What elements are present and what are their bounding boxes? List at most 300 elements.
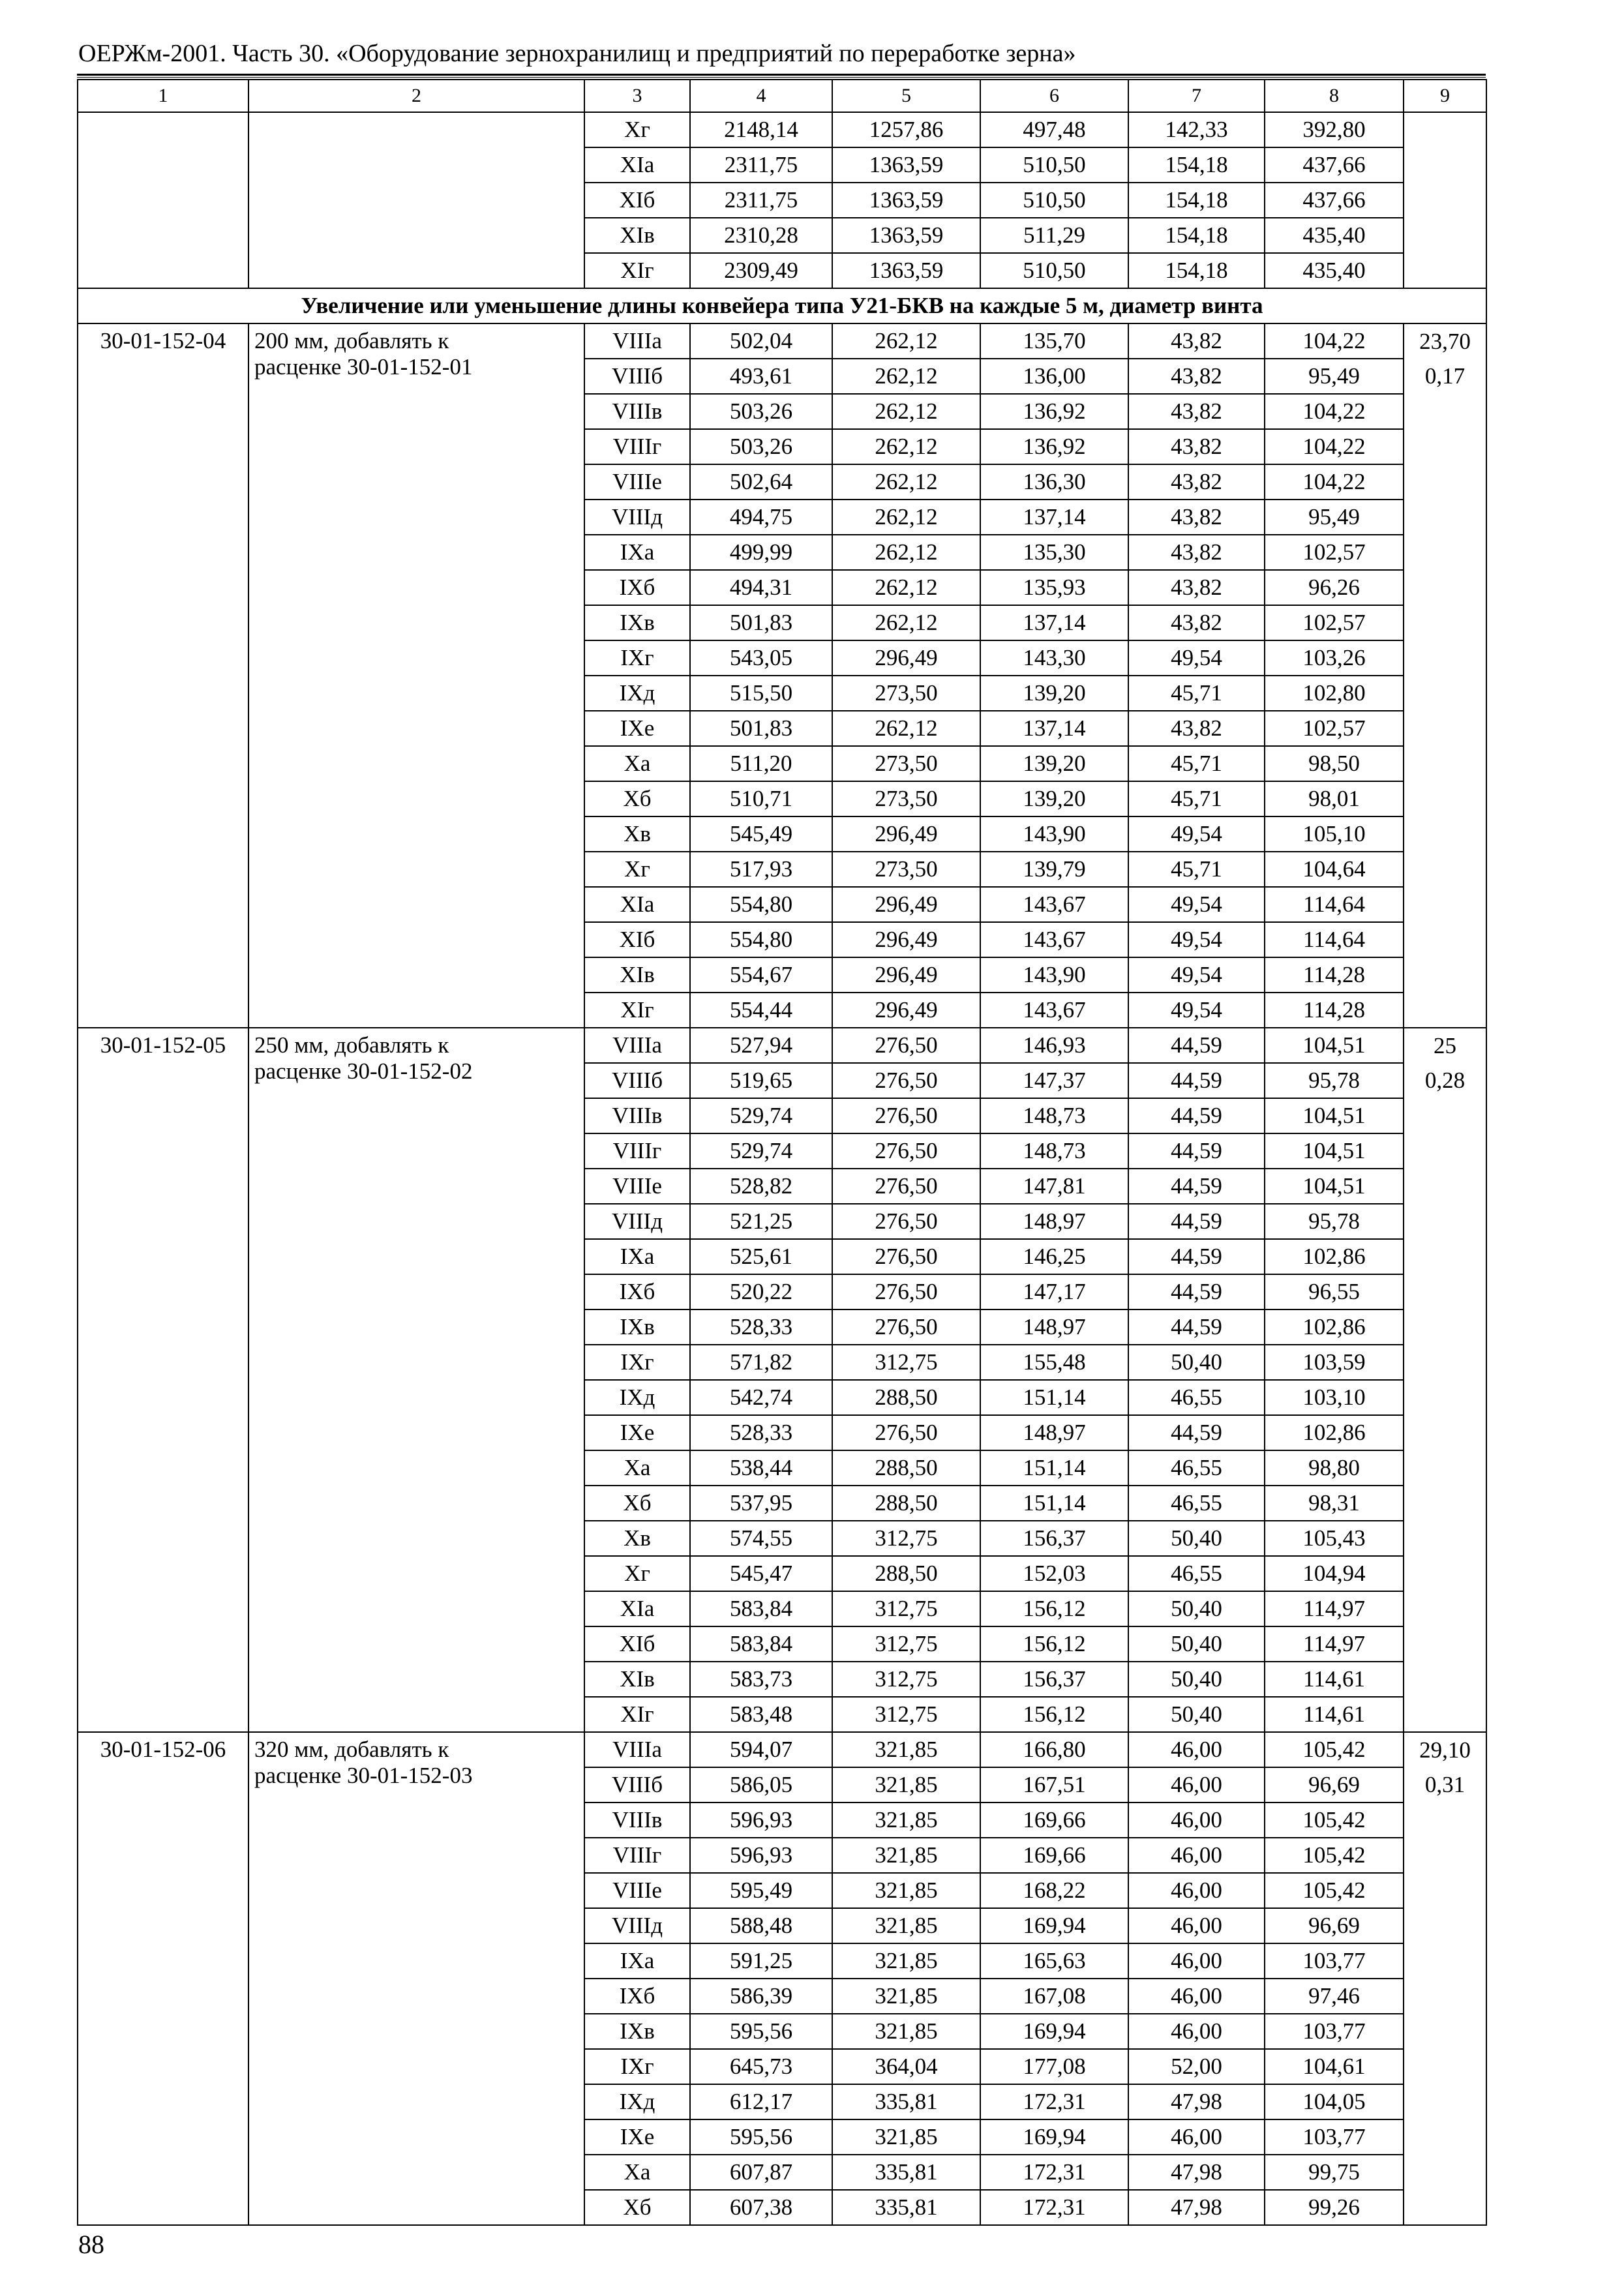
table-cell: 95,49	[1265, 500, 1404, 535]
table-cell: 494,75	[690, 500, 832, 535]
table-cell: 96,69	[1265, 1767, 1404, 1803]
table-cell: 143,67	[980, 887, 1128, 922]
table-cell: 537,95	[690, 1486, 832, 1521]
table-cell: VIIIб	[584, 1767, 690, 1803]
table-cell: 142,33	[1128, 112, 1265, 147]
table-cell: 156,12	[980, 1591, 1128, 1626]
table-cell: 43,82	[1128, 711, 1265, 746]
table-cell: 143,67	[980, 993, 1128, 1028]
table-cell: 43,82	[1128, 605, 1265, 640]
table-cell: 543,05	[690, 640, 832, 676]
table-cell: IXг	[584, 1345, 690, 1380]
table-cell: 596,93	[690, 1838, 832, 1873]
table-cell: XIб	[584, 1626, 690, 1662]
table-cell: 511,20	[690, 746, 832, 781]
table-cell: 114,28	[1265, 993, 1404, 1028]
table-cell: IXа	[584, 1943, 690, 1979]
rate-code: 30-01-152-06	[78, 1732, 248, 2225]
table-cell: 98,31	[1265, 1486, 1404, 1521]
table-cell: 172,31	[980, 2155, 1128, 2190]
table-cell: 46,00	[1128, 1838, 1265, 1873]
table-cell: 52,00	[1128, 2049, 1265, 2084]
table-cell: 148,97	[980, 1204, 1128, 1239]
table-cell: 545,49	[690, 816, 832, 852]
table-cell: 50,40	[1128, 1591, 1265, 1626]
table-cell: 312,75	[832, 1697, 980, 1732]
table-cell: 437,66	[1265, 183, 1404, 218]
table-cell: 46,00	[1128, 1803, 1265, 1838]
table-cell: 147,81	[980, 1169, 1128, 1204]
table-cell: 114,61	[1265, 1697, 1404, 1732]
table-cell: 2311,75	[690, 147, 832, 183]
table-cell: 288,50	[832, 1380, 980, 1415]
table-cell: 545,47	[690, 1556, 832, 1591]
table-cell: 44,59	[1128, 1239, 1265, 1274]
table-cell: 50,40	[1128, 1662, 1265, 1697]
table-cell: 44,59	[1128, 1169, 1265, 1204]
table-cell: Xг	[584, 852, 690, 887]
table-cell: 147,37	[980, 1063, 1128, 1098]
table-cell: 321,85	[832, 2119, 980, 2155]
table-cell: 156,37	[980, 1521, 1128, 1556]
table-cell: 103,26	[1265, 640, 1404, 676]
table-cell: VIIIд	[584, 500, 690, 535]
table-cell: 104,94	[1265, 1556, 1404, 1591]
table-cell: IXг	[584, 2049, 690, 2084]
table-cell: 104,22	[1265, 394, 1404, 429]
table-cell: 501,83	[690, 711, 832, 746]
table-cell: 151,14	[980, 1450, 1128, 1486]
table-cell: Xб	[584, 1486, 690, 1521]
table-cell: 152,03	[980, 1556, 1128, 1591]
table-cell: 104,22	[1265, 429, 1404, 464]
table-cell: 312,75	[832, 1345, 980, 1380]
table-cell: 46,00	[1128, 1873, 1265, 1908]
table-cell: 102,86	[1265, 1415, 1404, 1450]
table-cell: 288,50	[832, 1450, 980, 1486]
table-cell: 594,07	[690, 1732, 832, 1767]
table-cell: 46,00	[1128, 2014, 1265, 2049]
table-cell: 167,08	[980, 1979, 1128, 2014]
table-cell: VIIIе	[584, 464, 690, 500]
table-cell: 276,50	[832, 1063, 980, 1098]
table-cell: 143,30	[980, 640, 1128, 676]
table-cell: 321,85	[832, 1943, 980, 1979]
table-cell: 151,14	[980, 1486, 1128, 1521]
table-cell: 501,83	[690, 605, 832, 640]
table-cell: IXе	[584, 711, 690, 746]
table-cell: 114,97	[1265, 1626, 1404, 1662]
table-cell: Xа	[584, 2155, 690, 2190]
table-row	[78, 323, 1486, 359]
column-number: 1	[78, 80, 248, 112]
table-cell: 139,20	[980, 676, 1128, 711]
table-cell: 262,12	[832, 500, 980, 535]
table-cell: 262,12	[832, 429, 980, 464]
table-cell: XIв	[584, 1662, 690, 1697]
table-body	[78, 80, 1486, 2225]
table-cell: 276,50	[832, 1169, 980, 1204]
table-cell: 102,57	[1265, 605, 1404, 640]
col9-value: 0,31	[1424, 1772, 1466, 1797]
column-number-row	[78, 80, 1486, 112]
table-cell: VIIIе	[584, 1873, 690, 1908]
table-cell: 146,25	[980, 1239, 1128, 1274]
table-cell: 168,22	[980, 1873, 1128, 1908]
table-cell: 46,00	[1128, 1908, 1265, 1943]
table-cell: 177,08	[980, 2049, 1128, 2084]
table-cell: 296,49	[832, 816, 980, 852]
section-title: Увеличение или уменьшение длины конвейера типа У21-БКВ на каждые 5 м, диаметр винта	[78, 288, 1486, 323]
table-cell: 102,86	[1265, 1239, 1404, 1274]
table-cell: 172,31	[980, 2084, 1128, 2119]
table-cell: XIб	[584, 183, 690, 218]
table-cell: 321,85	[832, 2014, 980, 2049]
table-cell: 43,82	[1128, 500, 1265, 535]
table-cell: 104,51	[1265, 1028, 1404, 1063]
rate-code: 30-01-152-05	[78, 1028, 248, 1732]
table-cell: XIг	[584, 253, 690, 288]
table-cell: 154,18	[1128, 253, 1265, 288]
table-cell: 43,82	[1128, 570, 1265, 605]
table-cell: 148,97	[980, 1415, 1128, 1450]
table-cell: Xг	[584, 112, 690, 147]
table-cell: 528,33	[690, 1415, 832, 1450]
table-cell: 50,40	[1128, 1626, 1265, 1662]
table-cell: 528,33	[690, 1309, 832, 1345]
table-cell: 50,40	[1128, 1345, 1265, 1380]
col9-value: 25	[1434, 1033, 1456, 1058]
table-cell: 156,12	[980, 1697, 1128, 1732]
table-cell: 46,00	[1128, 1732, 1265, 1767]
table-cell: Xа	[584, 746, 690, 781]
table-cell: 136,92	[980, 429, 1128, 464]
table-cell: 44,59	[1128, 1133, 1265, 1169]
table-cell: 583,84	[690, 1591, 832, 1626]
table-cell: 136,30	[980, 464, 1128, 500]
table-cell: 612,17	[690, 2084, 832, 2119]
table-cell: VIIIб	[584, 359, 690, 394]
table-cell: VIIIг	[584, 429, 690, 464]
table-cell: 103,59	[1265, 1345, 1404, 1380]
table-cell: 95,78	[1265, 1204, 1404, 1239]
table-cell: 262,12	[832, 535, 980, 570]
section-title-row	[78, 288, 1486, 323]
header-rule	[77, 74, 1486, 76]
col9-value: 0,17	[1424, 363, 1466, 389]
table-cell: 103,77	[1265, 2014, 1404, 2049]
table-cell: 529,74	[690, 1098, 832, 1133]
table-cell: 43,82	[1128, 323, 1265, 359]
table-cell: 499,99	[690, 535, 832, 570]
table-cell: 102,57	[1265, 711, 1404, 746]
table-cell: 44,59	[1128, 1415, 1265, 1450]
table-cell: 583,48	[690, 1697, 832, 1732]
table-cell: 49,54	[1128, 640, 1265, 676]
table-cell: 137,14	[980, 711, 1128, 746]
table-cell: VIIIб	[584, 1063, 690, 1098]
table-cell: IXв	[584, 1309, 690, 1345]
table-cell: 321,85	[832, 1908, 980, 1943]
table-cell: XIб	[584, 922, 690, 957]
table-cell: 437,66	[1265, 147, 1404, 183]
table-cell: 105,42	[1265, 1873, 1404, 1908]
table-cell: Xв	[584, 816, 690, 852]
table-cell: 312,75	[832, 1521, 980, 1556]
table-cell: IXв	[584, 2014, 690, 2049]
table-cell: XIг	[584, 993, 690, 1028]
table-cell: IXд	[584, 676, 690, 711]
table-cell: IXе	[584, 1415, 690, 1450]
table-cell: 146,93	[980, 1028, 1128, 1063]
table-cell: 262,12	[832, 711, 980, 746]
table-cell: 135,93	[980, 570, 1128, 605]
table-cell: 156,37	[980, 1662, 1128, 1697]
table-cell: 312,75	[832, 1662, 980, 1697]
table-cell: 104,61	[1265, 2049, 1404, 2084]
table-cell: 44,59	[1128, 1098, 1265, 1133]
table-cell: XIв	[584, 218, 690, 253]
table-cell: 49,54	[1128, 922, 1265, 957]
table-cell: 169,94	[980, 2014, 1128, 2049]
table-cell: 103,77	[1265, 2119, 1404, 2155]
table-cell: 296,49	[832, 887, 980, 922]
col9-value: 0,28	[1424, 1068, 1466, 1093]
table-cell: VIIIа	[584, 323, 690, 359]
table-cell: 527,94	[690, 1028, 832, 1063]
table-cell: 262,12	[832, 394, 980, 429]
table-cell: 2309,49	[690, 253, 832, 288]
table-cell: 114,64	[1265, 887, 1404, 922]
table-cell: 511,29	[980, 218, 1128, 253]
table-cell: 510,50	[980, 183, 1128, 218]
table-cell: 502,64	[690, 464, 832, 500]
table-cell: VIIIв	[584, 1098, 690, 1133]
table-cell: 98,01	[1265, 781, 1404, 816]
rate-description-line: расценке 30-01-152-01	[254, 354, 473, 380]
table-cell: 49,54	[1128, 816, 1265, 852]
table-cell: 97,46	[1265, 1979, 1404, 2014]
table-cell: 586,05	[690, 1767, 832, 1803]
table-cell: 574,55	[690, 1521, 832, 1556]
table-cell: 165,63	[980, 1943, 1128, 1979]
table-cell: 50,40	[1128, 1697, 1265, 1732]
table-cell: 114,97	[1265, 1591, 1404, 1626]
table-cell: IXг	[584, 640, 690, 676]
table-cell: 595,56	[690, 2119, 832, 2155]
code-cell-empty	[78, 112, 248, 288]
table-cell: 296,49	[832, 922, 980, 957]
rate-description-line: расценке 30-01-152-03	[254, 1763, 473, 1788]
rate-description	[248, 1028, 584, 1732]
table-cell: 154,18	[1128, 183, 1265, 218]
table-cell: 276,50	[832, 1274, 980, 1309]
table-cell: 135,30	[980, 535, 1128, 570]
table-cell: 538,44	[690, 1450, 832, 1486]
table-cell: IXе	[584, 2119, 690, 2155]
table-cell: 169,66	[980, 1803, 1128, 1838]
table-cell: 96,26	[1265, 570, 1404, 605]
table-cell: 596,93	[690, 1803, 832, 1838]
table-cell: 135,70	[980, 323, 1128, 359]
table-cell: 515,50	[690, 676, 832, 711]
table-cell: XIа	[584, 1591, 690, 1626]
table-cell: Xб	[584, 781, 690, 816]
table-row	[78, 1028, 1486, 1063]
table-cell: 143,90	[980, 957, 1128, 993]
table-cell: 276,50	[832, 1239, 980, 1274]
column-number: 2	[248, 80, 584, 112]
table-cell: 151,14	[980, 1380, 1128, 1415]
table-cell: 494,31	[690, 570, 832, 605]
table-cell: 1363,59	[832, 183, 980, 218]
table-cell: 154,18	[1128, 147, 1265, 183]
table-cell: 586,39	[690, 1979, 832, 2014]
table-cell: 104,22	[1265, 323, 1404, 359]
table-cell: IXб	[584, 570, 690, 605]
table-cell: 497,48	[980, 112, 1128, 147]
rates-table	[77, 79, 1487, 2226]
table-cell: 296,49	[832, 957, 980, 993]
table-cell: 99,75	[1265, 2155, 1404, 2190]
table-cell: 147,17	[980, 1274, 1128, 1309]
desc-cell-empty	[248, 112, 584, 288]
table-cell: 288,50	[832, 1556, 980, 1591]
table-cell: 321,85	[832, 1838, 980, 1873]
table-cell: 276,50	[832, 1098, 980, 1133]
table-cell: 47,98	[1128, 2190, 1265, 2225]
table-cell: 335,81	[832, 2084, 980, 2119]
rate-description-line: 250 мм, добавлять к	[254, 1032, 449, 1058]
table-cell: 46,55	[1128, 1486, 1265, 1521]
table-cell: 583,84	[690, 1626, 832, 1662]
table-cell: 98,50	[1265, 746, 1404, 781]
table-cell: 95,78	[1265, 1063, 1404, 1098]
table-cell: 262,12	[832, 359, 980, 394]
table-cell: 276,50	[832, 1028, 980, 1063]
table-cell: 44,59	[1128, 1309, 1265, 1345]
rate-code: 30-01-152-04	[78, 323, 248, 1028]
table-cell: 435,40	[1265, 218, 1404, 253]
table-cell: XIв	[584, 957, 690, 993]
table-cell: 114,64	[1265, 922, 1404, 957]
table-cell: 105,42	[1265, 1803, 1404, 1838]
rate-description-line: 200 мм, добавлять к	[254, 328, 449, 353]
table-cell: 137,14	[980, 500, 1128, 535]
table-cell: 321,85	[832, 1732, 980, 1767]
column-number: 9	[1404, 80, 1486, 112]
table-cell: VIIIг	[584, 1838, 690, 1873]
column-number: 5	[832, 80, 980, 112]
table-cell: 137,14	[980, 605, 1128, 640]
table-cell: 591,25	[690, 1943, 832, 1979]
table-cell: 43,82	[1128, 429, 1265, 464]
table-cell: 167,51	[980, 1767, 1128, 1803]
table-cell: IXб	[584, 1979, 690, 2014]
table-cell: 1257,86	[832, 112, 980, 147]
table-cell: 392,80	[1265, 112, 1404, 147]
table-cell: 595,56	[690, 2014, 832, 2049]
table-cell: 520,22	[690, 1274, 832, 1309]
table-cell: 554,44	[690, 993, 832, 1028]
table-cell: 50,40	[1128, 1521, 1265, 1556]
table-cell: IXа	[584, 535, 690, 570]
col9-value: 23,70	[1419, 329, 1471, 354]
table-cell: 104,51	[1265, 1169, 1404, 1204]
table-cell: 1363,59	[832, 147, 980, 183]
table-cell: 46,00	[1128, 1943, 1265, 1979]
table-cell: 104,51	[1265, 1133, 1404, 1169]
table-cell: 136,92	[980, 394, 1128, 429]
table-cell: 99,26	[1265, 2190, 1404, 2225]
col9-value: 29,10	[1419, 1737, 1471, 1763]
table-cell: 96,55	[1265, 1274, 1404, 1309]
table-cell: VIIIа	[584, 1732, 690, 1767]
table-cell: 143,90	[980, 816, 1128, 852]
table-cell: 1363,59	[832, 218, 980, 253]
table-cell: 321,85	[832, 1873, 980, 1908]
table-cell: 44,59	[1128, 1274, 1265, 1309]
table-cell: 502,04	[690, 323, 832, 359]
table-cell: 156,12	[980, 1626, 1128, 1662]
table-cell: 46,55	[1128, 1556, 1265, 1591]
table-cell: 104,05	[1265, 2084, 1404, 2119]
table-cell: VIIIв	[584, 1803, 690, 1838]
table-cell: VIIIд	[584, 1908, 690, 1943]
table-cell: 503,26	[690, 429, 832, 464]
table-cell: 104,64	[1265, 852, 1404, 887]
table-cell: 46,00	[1128, 1979, 1265, 2014]
rate-description-line: 320 мм, добавлять к	[254, 1737, 449, 1762]
table-cell: 44,59	[1128, 1204, 1265, 1239]
table-cell: 335,81	[832, 2190, 980, 2225]
table-cell: 554,67	[690, 957, 832, 993]
table-cell: 103,10	[1265, 1380, 1404, 1415]
table-cell: 95,49	[1265, 359, 1404, 394]
table-cell: 46,00	[1128, 1767, 1265, 1803]
table-cell: XIа	[584, 887, 690, 922]
table-cell: 321,85	[832, 1979, 980, 2014]
table-cell: 104,51	[1265, 1098, 1404, 1133]
col9-values	[1404, 1732, 1486, 2225]
table-cell: 47,98	[1128, 2155, 1265, 2190]
table-cell: VIIIа	[584, 1028, 690, 1063]
col9-values	[1404, 1028, 1486, 1732]
table-cell: Xа	[584, 1450, 690, 1486]
table-cell: 44,59	[1128, 1063, 1265, 1098]
table-cell: 493,61	[690, 359, 832, 394]
table-cell: 49,54	[1128, 957, 1265, 993]
column-number: 8	[1265, 80, 1404, 112]
table-cell: 273,50	[832, 852, 980, 887]
table-cell: 312,75	[832, 1626, 980, 1662]
table-cell: 45,71	[1128, 781, 1265, 816]
table-cell: XIг	[584, 1697, 690, 1732]
table-cell: VIIIг	[584, 1133, 690, 1169]
table-cell: 571,82	[690, 1345, 832, 1380]
table-cell: 321,85	[832, 1803, 980, 1838]
table-cell: 169,94	[980, 2119, 1128, 2155]
table-cell: Xг	[584, 1556, 690, 1591]
table-cell: 273,50	[832, 676, 980, 711]
table-cell: 435,40	[1265, 253, 1404, 288]
header-rule-thin	[77, 77, 1486, 78]
table-cell: 47,98	[1128, 2084, 1265, 2119]
col9-cell-empty	[1404, 112, 1486, 288]
table-cell: 510,71	[690, 781, 832, 816]
rate-description	[248, 323, 584, 1028]
table-cell: Xб	[584, 2190, 690, 2225]
